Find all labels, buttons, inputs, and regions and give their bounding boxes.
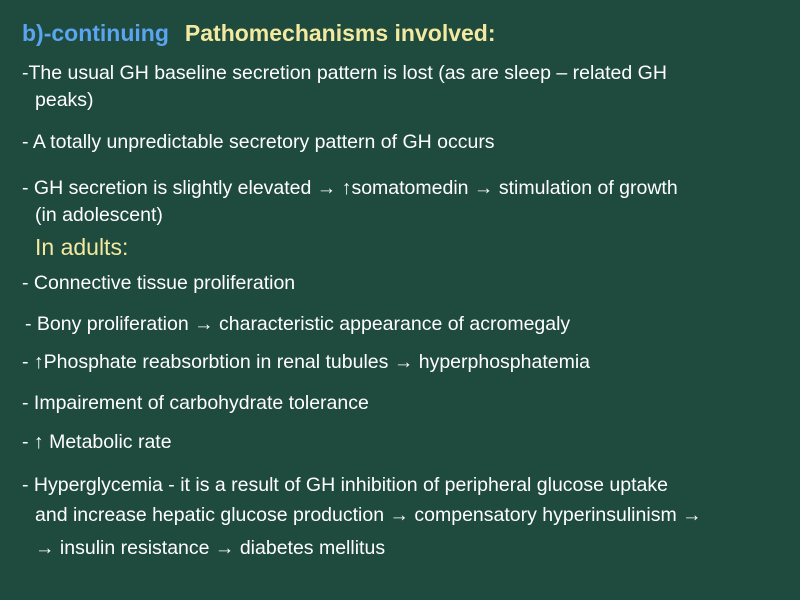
title-main: Pathomechanisms involved: xyxy=(184,20,496,46)
adult-line-metabolic: - ↑ Metabolic rate xyxy=(22,431,172,453)
adult-line-hyperglycemia: - Hyperglycemia - it is a result of GH inhibition of peripheral glucose uptake xyxy=(22,474,668,496)
bullet-line-unpredictable: - A totally unpredictable secretory pattern of GH occurs xyxy=(22,131,495,153)
bullet-line-elevated: - GH secretion is slightly elevated → ↑somatomedin → stimulation of growth xyxy=(22,177,678,199)
adult-line-hyperglycemia-cont2: → insulin resistance → diabetes mellitus xyxy=(35,537,386,559)
bullet-line-baseline-cont: peaks) xyxy=(35,89,94,111)
adult-line-carbohydrate: - Impairement of carbohydrate tolerance xyxy=(22,392,369,414)
bullet-line-baseline: -The usual GH baseline secretion pattern is lost (as are sleep – related GH xyxy=(22,62,667,84)
title-prefix: b)-continuing xyxy=(22,20,169,46)
bullet-line-elevated-cont: (in adolescent) xyxy=(35,204,163,226)
adult-line-bony: - Bony proliferation → characteristic appearance of acromegaly xyxy=(25,313,571,335)
subheading-adults: In adults: xyxy=(35,234,129,260)
slide-title xyxy=(22,20,496,47)
adult-line-hyperglycemia-cont1: and increase hepatic glucose production → compensatory hyperinsulinism → xyxy=(35,504,702,526)
adult-line-connective: - Connective tissue proliferation xyxy=(22,272,296,294)
adult-line-phosphate: - ↑Phosphate reabsorbtion in renal tubules → hyperphosphatemia xyxy=(22,351,591,373)
